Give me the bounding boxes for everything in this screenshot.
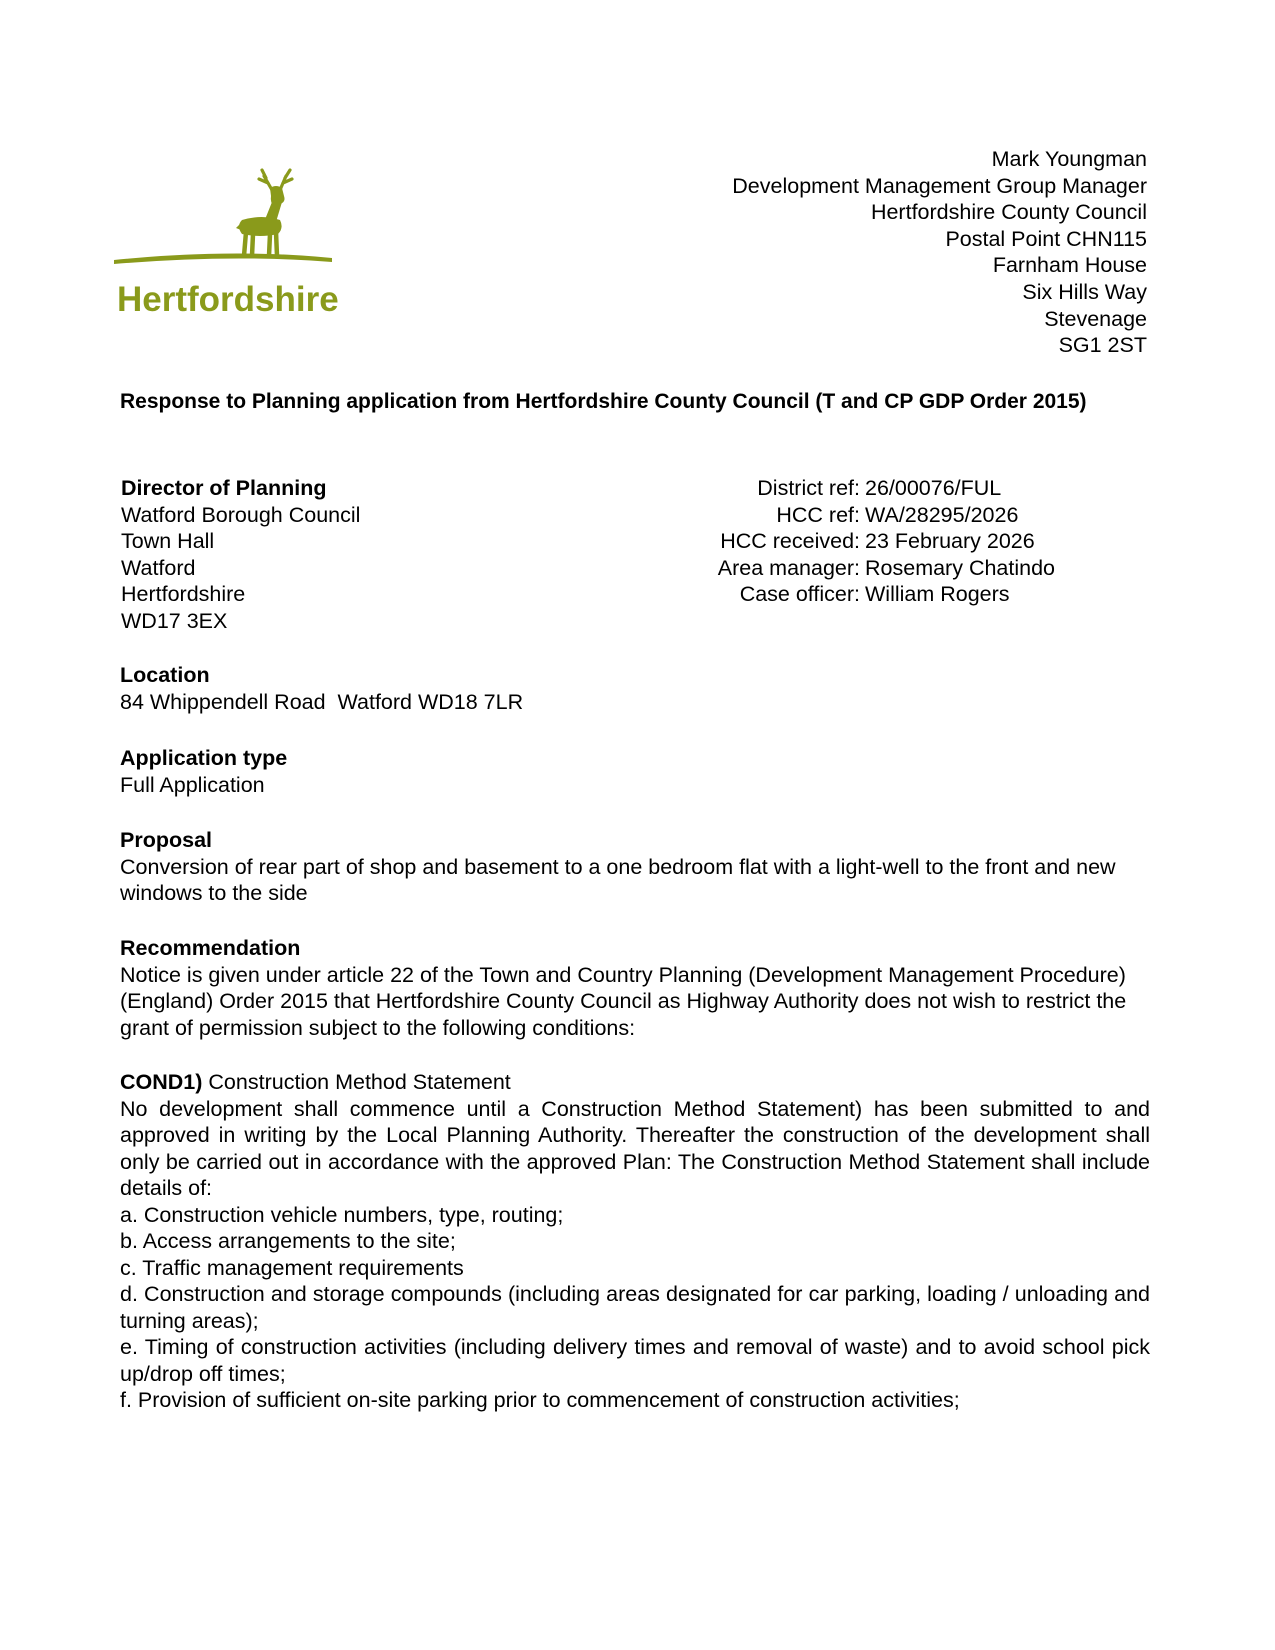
- ref-label: HCC received:: [720, 529, 860, 554]
- sender-line: Postal Point CHN115: [945, 226, 1147, 251]
- recipient-heading: Director of Planning: [121, 476, 327, 500]
- condition-1-label: COND1): [120, 1070, 203, 1094]
- sender-address: [732, 146, 1147, 359]
- sender-line: Hertfordshire County Council: [870, 200, 1147, 225]
- condition-1-heading: [120, 1069, 1150, 1096]
- proposal-text: Conversion of rear part of shop and basement to a one bedroom flat with a light-well to the front and new windows to the side: [120, 854, 1116, 905]
- recipient-line: Watford Borough Council: [121, 502, 361, 527]
- application-type-heading: Application type: [120, 746, 288, 770]
- recipient-address: [121, 475, 360, 634]
- sender-line: Stevenage: [1044, 306, 1147, 331]
- hertfordshire-logo: [114, 168, 350, 328]
- ref-label: Case officer:: [739, 582, 860, 607]
- sender-line: Mark Youngman: [991, 147, 1147, 171]
- ref-value: 26/00076/FUL: [865, 476, 1002, 500]
- document-title: Response to Planning application from Hertfordshire County Council (T and CP GDP Order 2015): [120, 390, 1087, 413]
- ref-row: [690, 502, 1055, 529]
- recipient-line: WD17 3EX: [121, 608, 228, 633]
- recipient-line: Watford: [121, 555, 196, 580]
- location-text: 84 Whippendell Road Watford WD18 7LR: [120, 689, 524, 714]
- ref-label: District ref:: [757, 476, 860, 500]
- condition-1-item: e. Timing of construction activities (including delivery times and removal of waste) and to avoid school pick up/drop off times;: [120, 1335, 1150, 1386]
- sender-line: SG1 2ST: [1058, 333, 1147, 358]
- proposal-heading: Proposal: [120, 828, 212, 852]
- ref-row: [690, 528, 1055, 555]
- ref-value: Rosemary Chatindo: [865, 555, 1056, 580]
- stag-icon: [114, 168, 350, 284]
- ref-value: WA/28295/2026: [865, 502, 1019, 527]
- ref-label: HCC ref:: [776, 502, 860, 527]
- application-type-text: Full Application: [120, 772, 265, 797]
- location-section: [120, 662, 1150, 715]
- recommendation-text: Notice is given under article 22 of the Town and Country Planning (Development Management Procedure) (England) Order 2015 that Hertfordshire County Council as Highway Authority does not wish to restrict the grant of permission subject to the following conditions:: [120, 962, 1127, 1040]
- sender-line: Six Hills Way: [1022, 279, 1147, 304]
- recommendation-heading: Recommendation: [120, 936, 301, 960]
- ref-label: Area manager:: [717, 555, 860, 580]
- condition-1-item: f. Provision of sufficient on-site parking prior to commencement of construction activities;: [120, 1388, 960, 1412]
- application-type-section: [120, 745, 1150, 798]
- ref-row: [690, 475, 1055, 502]
- condition-1-item: a. Construction vehicle numbers, type, routing;: [120, 1202, 564, 1227]
- condition-1-title: Construction Method Statement: [208, 1070, 511, 1094]
- condition-1-item: b. Access arrangements to the site;: [120, 1229, 456, 1253]
- recipient-line: Hertfordshire: [121, 582, 246, 606]
- proposal-section: [120, 827, 1150, 907]
- logo-wordmark: Hertfordshire: [117, 280, 339, 319]
- ref-value: William Rogers: [865, 582, 1010, 607]
- ref-row: [690, 581, 1055, 608]
- location-heading: Location: [120, 663, 210, 687]
- condition-1-item: d. Construction and storage compounds (including areas designated for car parking, loading / unloading and turning areas);: [120, 1282, 1150, 1333]
- recipient-line: Town Hall: [121, 529, 215, 553]
- condition-1-intro: No development shall commence until a Construction Method Statement) has been submitted to and approved in writing by the Local Planning Authority. Thereafter the construction of the development shall only be carried out in accordance with the approved Plan: The Construction Method Statement shall include details of:: [120, 1096, 1150, 1200]
- condition-1-item: c. Traffic management requirements: [120, 1255, 464, 1280]
- recommendation-section: [120, 935, 1150, 1041]
- ref-row: [690, 555, 1055, 582]
- ref-value: 23 February 2026: [865, 529, 1035, 554]
- reference-table: [690, 475, 1055, 608]
- sender-line: Development Management Group Manager: [732, 173, 1147, 198]
- sender-line: Farnham House: [992, 253, 1147, 278]
- condition-1-section: [120, 1069, 1150, 1414]
